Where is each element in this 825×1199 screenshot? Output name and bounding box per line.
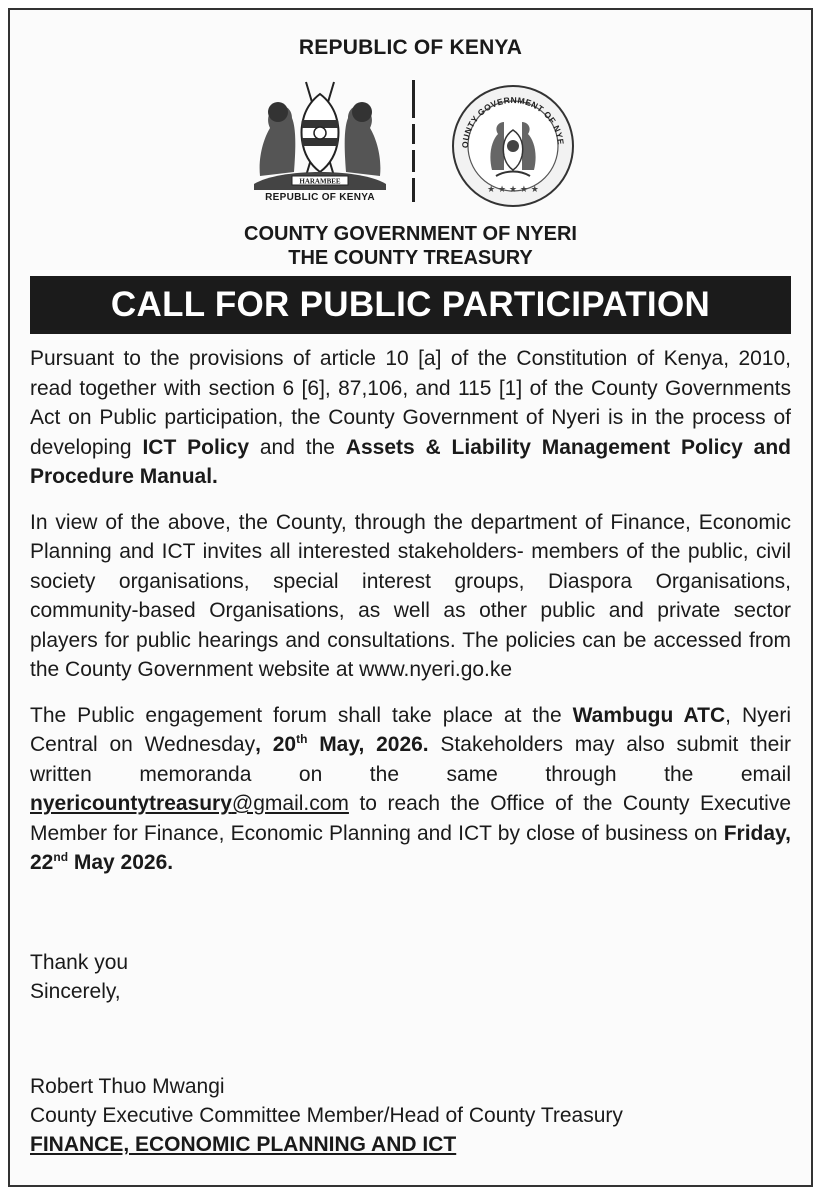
signatory-block bbox=[30, 1072, 623, 1159]
intro-text: Pursuant to the provisions of article 10 [a] of the Constitution of Kenya, 2010, read together with section 6 [6], 87,106, and 115 [1] of the County Governments Act on Public participation, the County Government of Nyeri is in the process of developing bbox=[30, 347, 791, 459]
paragraph-intro bbox=[30, 344, 791, 492]
forum-date-rest: May, 2026. bbox=[307, 733, 429, 756]
forum-text-3: Stakeholders may also submit their written memoranda on the same through the email bbox=[30, 733, 791, 786]
republic-title: REPUBLIC OF KENYA bbox=[298, 36, 523, 59]
signatory-department: FINANCE, ECONOMIC PLANNING AND ICT bbox=[30, 1133, 457, 1156]
closing bbox=[30, 948, 128, 1006]
thank-you-text: Thank you bbox=[30, 951, 129, 974]
forum-date-suffix: th bbox=[296, 732, 308, 746]
seal-text: OUNTY GOVERNMENT OF NYE bbox=[459, 94, 566, 149]
notice-page bbox=[8, 8, 813, 1187]
county-heading bbox=[10, 222, 811, 270]
deadline-date-suffix: nd bbox=[53, 850, 69, 864]
coat-of-arms-caption: REPUBLIC OF KENYA bbox=[265, 192, 375, 203]
email-link[interactable] bbox=[30, 792, 349, 815]
deadline-date-day: Friday, 22 bbox=[30, 821, 791, 874]
notice-body bbox=[30, 344, 791, 894]
email-domain: @gmail.com bbox=[231, 792, 349, 815]
forum-text-4: to reach the Office of the County Executive Member for Finance, Economic Planning and ICT by close of business on bbox=[30, 792, 791, 845]
deadline-date-rest: May 2026. bbox=[68, 851, 174, 874]
intro-connector: and the bbox=[249, 435, 346, 459]
forum-text-1: The Public engagement forum shall take place at the bbox=[30, 703, 573, 727]
header-divider bbox=[412, 80, 415, 202]
coat-of-arms-icon bbox=[240, 76, 400, 192]
county-seal bbox=[448, 84, 578, 208]
assets-policy-text: Assets & Liability Management Policy and Procedure Manual. bbox=[30, 435, 792, 488]
coat-of-arms bbox=[240, 76, 400, 206]
paragraph-forum bbox=[30, 701, 791, 878]
venue-text: Wambugu ATC bbox=[572, 703, 726, 727]
county-treasury-title: THE COUNTY TREASURY bbox=[288, 247, 533, 269]
signatory-name: Robert Thuo Mwangi bbox=[30, 1075, 225, 1098]
svg-text:★ ★ ★ ★ ★: ★ ★ ★ ★ ★ bbox=[487, 185, 539, 195]
signatory-title: County Executive Committee Member/Head of County Treasury bbox=[30, 1104, 623, 1127]
forum-date-day: , 20 bbox=[255, 733, 297, 756]
ict-policy-text: ICT Policy bbox=[142, 435, 249, 459]
motto-text: HARAMBEE bbox=[299, 177, 341, 186]
email-user: nyericountytreasury bbox=[30, 792, 232, 815]
forum-date bbox=[255, 733, 429, 756]
paragraph-invitation: In view of the above, the County, through the department of Finance, Economic Planning and ICT invites all interested stakeholders- members of the public, civil society organisations, special interest groups, Diaspora Organisations, community-based Organisations, as well as other public and private sector players for public hearings and consultations. The policies can be accessed from the County Government website at www.nyeri.go.ke bbox=[30, 510, 791, 681]
county-seal-icon bbox=[448, 84, 578, 208]
sincerely-text: Sincerely, bbox=[30, 980, 121, 1003]
county-government-title: COUNTY GOVERNMENT OF NYERI bbox=[244, 223, 577, 245]
call-banner: CALL FOR PUBLIC PARTICIPATION bbox=[30, 276, 791, 334]
forum-text-2: , Nyeri Central on Wednesday bbox=[30, 703, 791, 756]
